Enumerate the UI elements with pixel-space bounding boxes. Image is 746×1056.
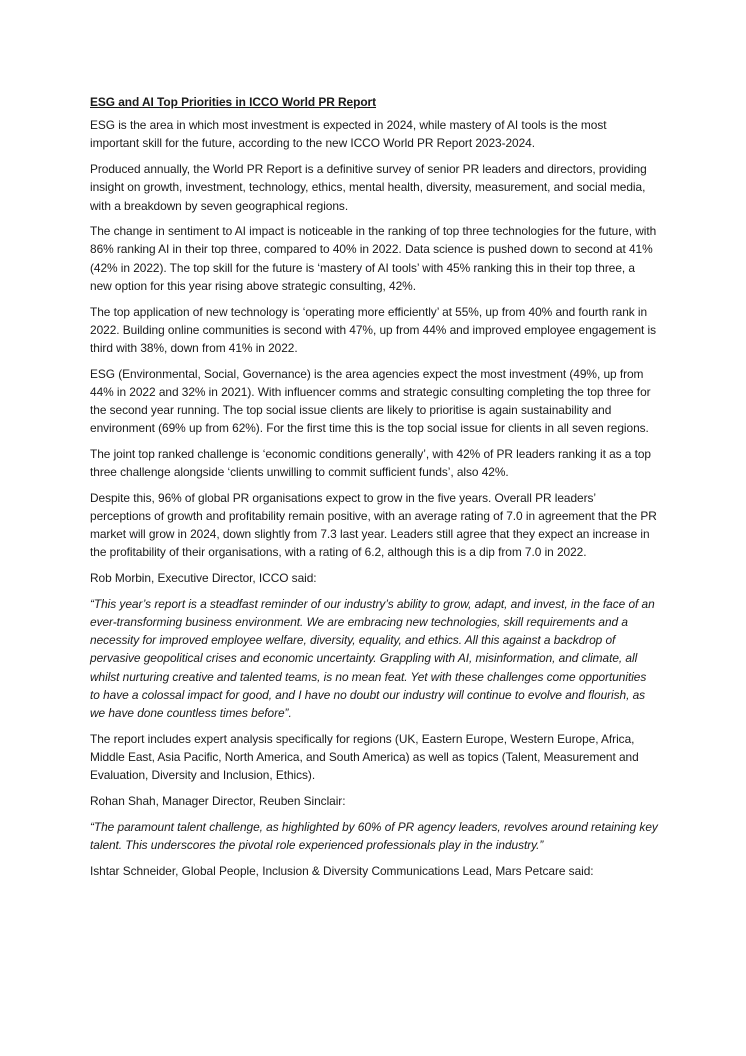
paragraph-speaker-morbin: Rob Morbin, Executive Director, ICCO said:	[90, 571, 317, 586]
quote-morbin: “This year’s report is a steadfast reminder of our industry’s ability to grow, adapt, and invest, in the face of an ever-transforming business environment. We are embracing new technologies, skill requirements and a necessity for improved employee welfare, diversity, equality, and ethics. All this against a backdrop of pervasive geopolitical crises and economic uncertainty. Grappling with AI, misinformation, and climate, all whilst nurturing creative and talented teams, is no mean feat. Yet with these challenges come opportunities to have a colossal impact for good, and I have no doubt our industry will continue to evolve and flourish, as we have done countless times before”.	[90, 596, 655, 721]
paragraph-speaker-schneider: Ishtar Schneider, Global People, Inclusion & Diversity Communications Lead, Mars Petcare said:	[90, 863, 594, 878]
paragraph-esg-investment: ESG (Environmental, Social, Governance) is the area agencies expect the most investment (49%, up from 44% in 2022 and 32% in 2021). With influencer comms and strategic consulting completing the top three for the second year running. The top social issue clients are likely to prioritise is again sustainability and environment (69% up from 62%). For the first time this is the top social issue for clients in all seven regions.	[90, 366, 651, 436]
paragraph-intro: ESG is the area in which most investment is expected in 2024, while mastery of AI tools is the most important skill for the future, according to the new ICCO World PR Report 2023-2024.	[90, 118, 607, 151]
paragraph-regions-topics: The report includes expert analysis specifically for regions (UK, Eastern Europe, Western Europe, Africa, Middle East, Asia Pacific, North America, and South America) as well as topics (Talent, Measurement and Evaluation, Diversity and Inclusion, Ethics).	[90, 731, 639, 783]
paragraph-ai-sentiment: The change in sentiment to AI impact is noticeable in the ranking of top three technologies for the future, with 86% ranking AI in their top three, compared to 40% in 2022. Data science is pushed down to second at 41% (42% in 2022). The top skill for the future is ‘mastery of AI tools’ with 45% ranking this in their top three, a new option for this year rising above strategic consulting, 42%.	[90, 224, 657, 293]
paragraph-challenges: The joint top ranked challenge is ‘economic conditions generally’, with 42% of PR leaders ranking it as a top three challenge alongside ‘clients unwilling to commit sufficient funds’, also 42%.	[90, 446, 651, 480]
quote-shah: “The paramount talent challenge, as highlighted by 60% of PR agency leaders, revolves around retaining key talent. This underscores the pivotal role experienced professionals play in the industry.”	[90, 819, 658, 852]
document-title: ESG and AI Top Priorities in ICCO World PR Report	[90, 95, 377, 109]
paragraph-technology-application: The top application of new technology is ‘operating more efficiently’ at 55%, up from 40% and fourth rank in 2022. Building online communities is second with 47%, up from 44% and improved employee engagement is third with 38%, down from 41% in 2022.	[90, 304, 657, 355]
document-body	[90, 93, 658, 887]
paragraph-growth-outlook: Despite this, 96% of global PR organisations expect to grow in the five years. Overall PR leaders’ perceptions of growth and profitability remain positive, with an average rating of 7.0 in agreement that the PR market will grow in 2024, down slightly from 7.3 last year. Leaders still agree that they expect an increase in the profitability of their organisations, with a rating of 6.2, although this is a dip from 7.0 in 2022.	[90, 490, 657, 560]
paragraph-report-description: Produced annually, the World PR Report is a definitive survey of senior PR leaders and directors, providing insight on growth, investment, technology, ethics, mental health, diversity, measurement, and social media, with a breakdown by seven geographical regions.	[90, 162, 647, 213]
paragraph-speaker-shah: Rohan Shah, Manager Director, Reuben Sinclair:	[90, 793, 346, 808]
